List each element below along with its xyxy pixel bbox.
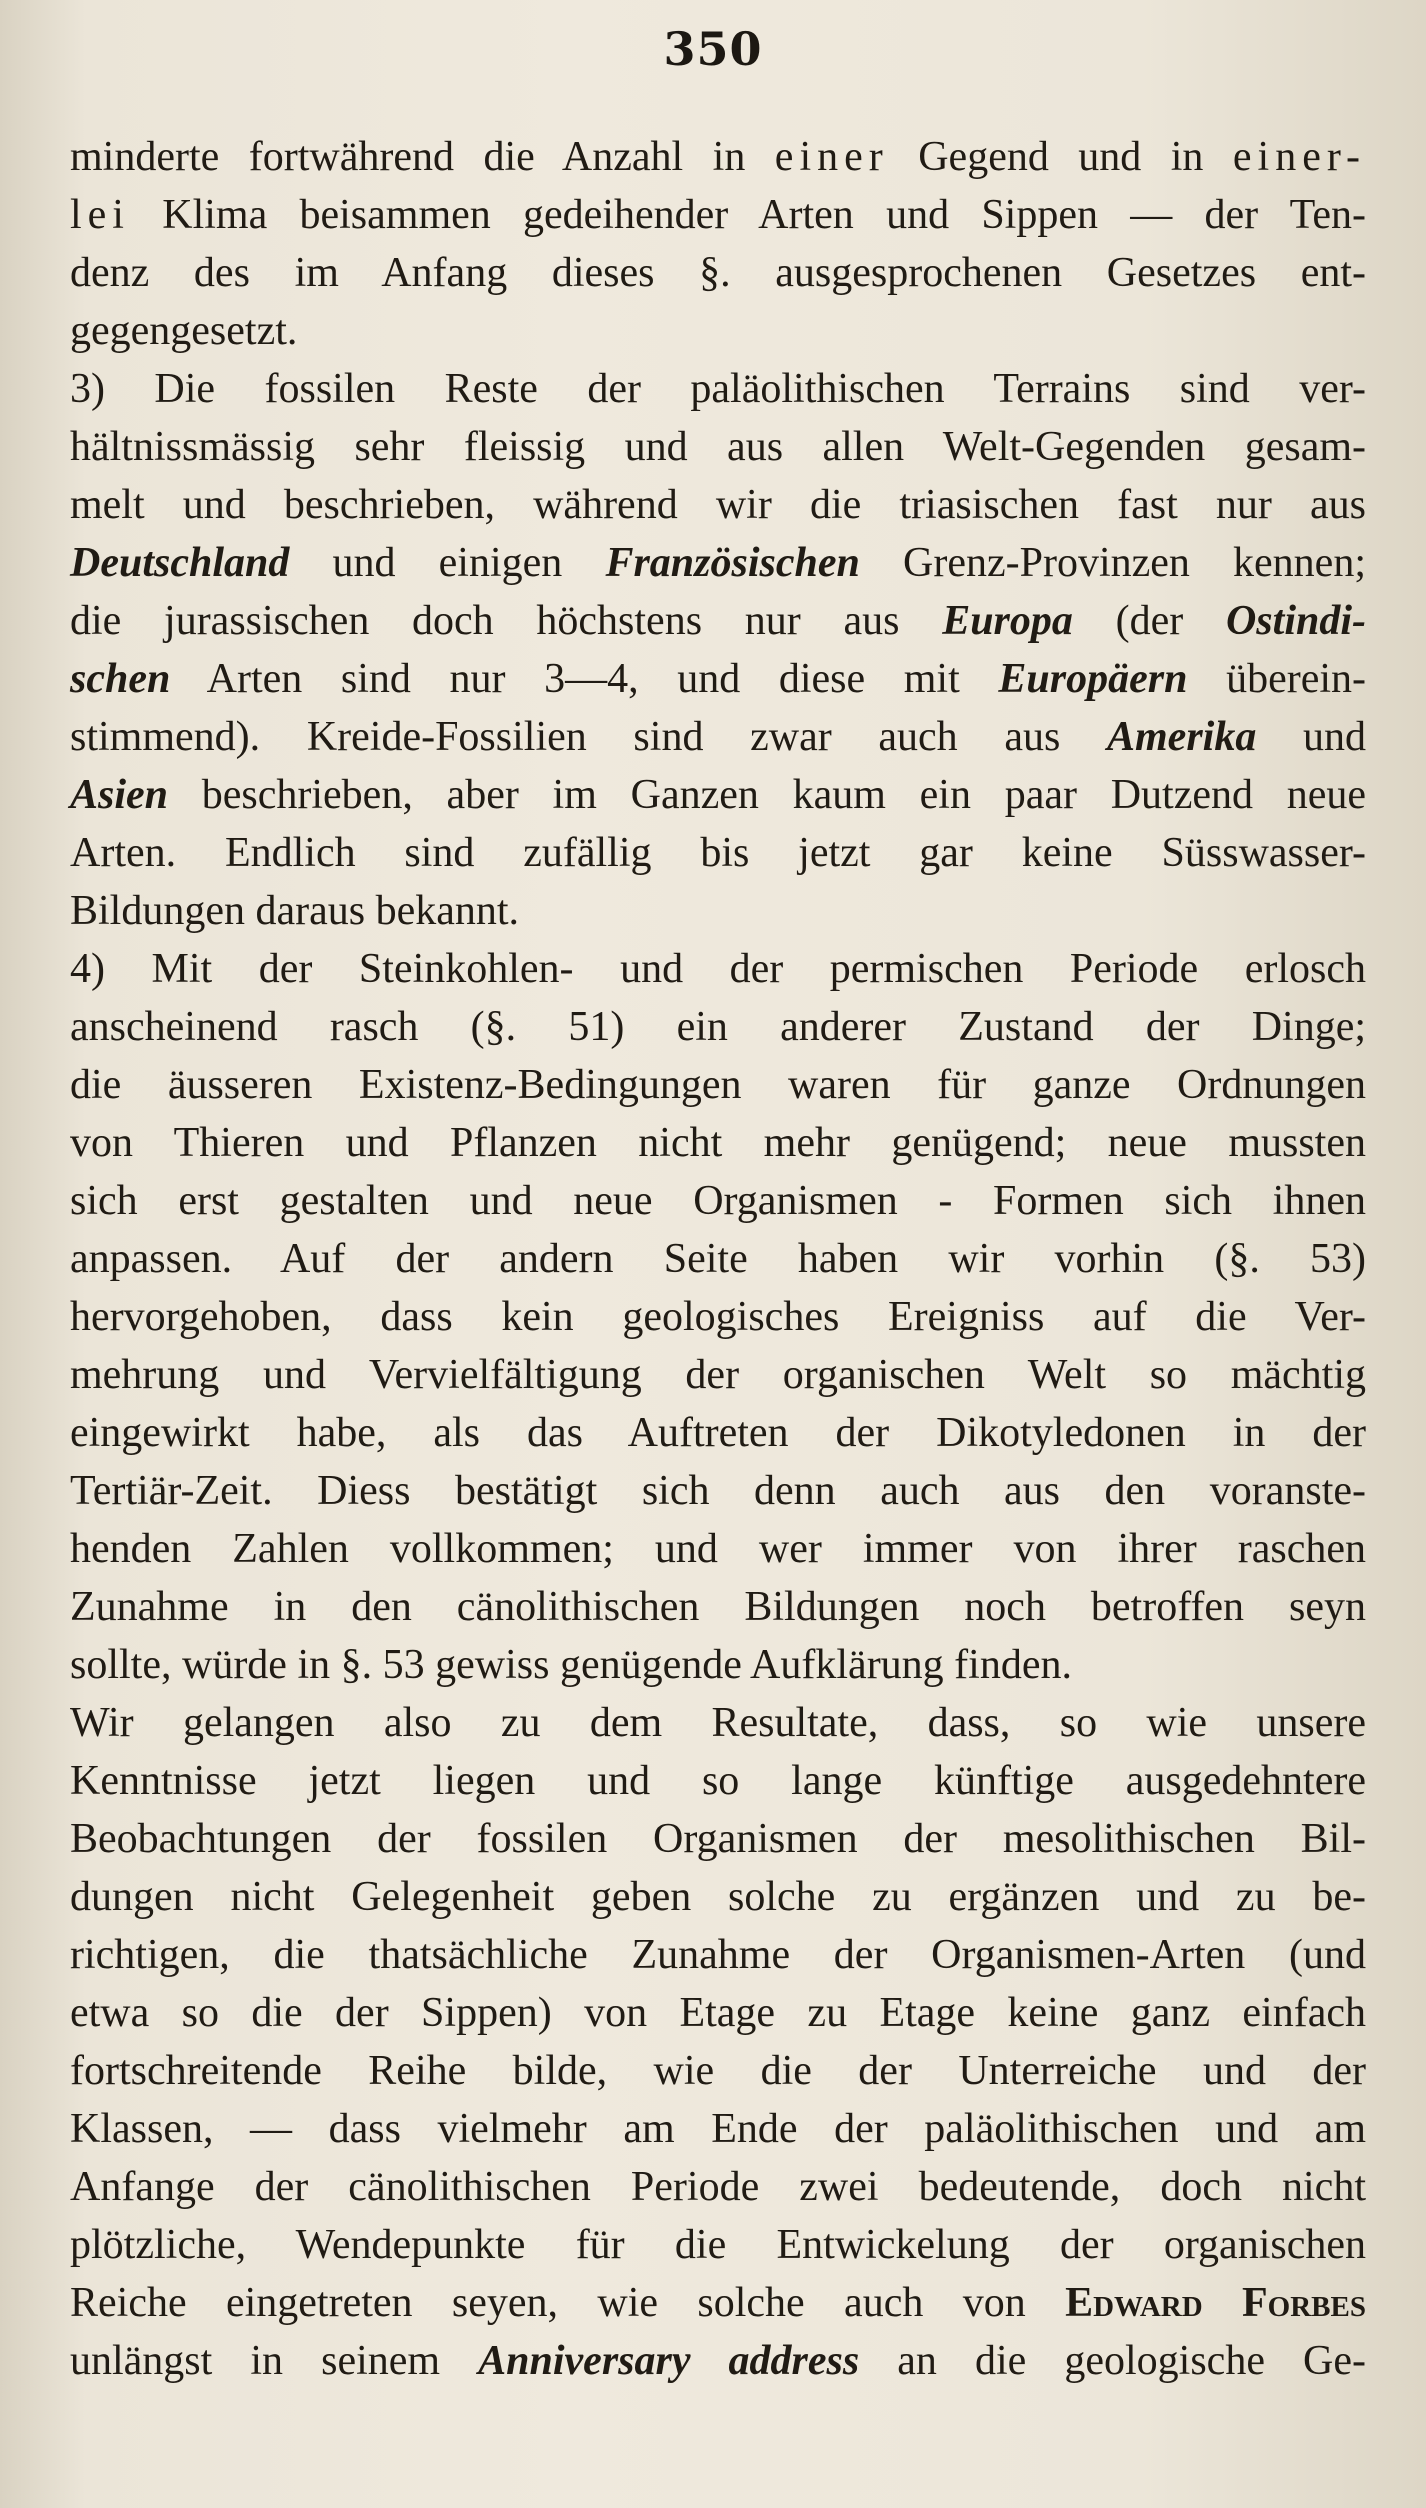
- text-segment: hervorgehoben, dass kein geologisches Ereigniss auf die Ver-: [70, 1294, 1366, 1340]
- page-number: 350: [663, 22, 763, 76]
- text-segment: Edward Forbes: [1065, 2280, 1366, 2326]
- text-segment: an die geologische Ge-: [859, 2338, 1366, 2384]
- text-segment: einer-: [1232, 134, 1366, 180]
- text-line: [70, 1288, 1366, 1346]
- text-segment: Klima beisammen gedeihender Arten und Sippen — der Ten-: [129, 192, 1366, 238]
- text-segment: melt und beschrieben, während wir die triasischen fast nur aus: [70, 482, 1366, 528]
- text-segment: stimmend). Kreide-Fossilien sind zwar auch aus: [70, 714, 1107, 760]
- text-line: [70, 1404, 1366, 1462]
- text-line: [70, 1752, 1366, 1810]
- text-segment: Anniversary address: [478, 2338, 860, 2384]
- text-segment: denz des im Anfang dieses §. ausgesprochenen Gesetzes ent-: [70, 250, 1366, 296]
- text-segment: fortschreitende Reihe bilde, wie die der Unterreiche und der: [70, 2048, 1366, 2094]
- text-line: [70, 186, 1366, 244]
- text-line: [70, 592, 1366, 650]
- text-segment: anscheinend rasch (§. 51) ein anderer Zustand der Dinge;: [70, 1004, 1366, 1050]
- text-segment: Deutschland: [70, 540, 290, 586]
- text-line: [70, 1230, 1366, 1288]
- text-segment: Arten sind nur 3—4, und diese mit: [170, 656, 999, 702]
- text-line: [70, 940, 1366, 998]
- text-segment: Arten. Endlich sind zufällig bis jetzt gar keine Süsswasser-: [70, 830, 1366, 876]
- text-segment: Gegend und in: [888, 134, 1233, 180]
- text-segment: etwa so die der Sippen) von Etage zu Etage keine ganz einfach: [70, 1990, 1366, 2036]
- text-line: [70, 1520, 1366, 1578]
- text-segment: anpassen. Auf der andern Seite haben wir vorhin (§. 53): [70, 1236, 1366, 1282]
- text-line: [70, 708, 1366, 766]
- text-line: [70, 1694, 1366, 1752]
- text-segment: Wir gelangen also zu dem Resultate, dass, so wie unsere: [70, 1700, 1366, 1746]
- text-line: [70, 1114, 1366, 1172]
- text-line: [70, 882, 1366, 940]
- text-line: [70, 2216, 1366, 2274]
- text-line: [70, 302, 1366, 360]
- text-segment: eingewirkt habe, als das Auftreten der Dikotyledonen in der: [70, 1410, 1366, 1456]
- text-segment: die jurassischen doch höchstens nur aus: [70, 598, 943, 644]
- text-segment: 3) Die fossilen Reste der paläolithischen Terrains sind ver-: [70, 366, 1366, 412]
- text-segment: Europa: [942, 598, 1073, 644]
- text-segment: von Thieren und Pflanzen nicht mehr genügend; neue mussten: [70, 1120, 1366, 1166]
- text-line: [70, 418, 1366, 476]
- text-line: [70, 824, 1366, 882]
- text-line: [70, 1462, 1366, 1520]
- text-segment: dungen nicht Gelegenheit geben solche zu ergänzen und zu be-: [70, 1874, 1366, 1920]
- text-segment: minderte fortwährend die Anzahl in: [70, 134, 775, 180]
- text-segment: Amerika: [1107, 714, 1257, 760]
- text-line: [70, 1578, 1366, 1636]
- text-segment: 4) Mit der Steinkohlen- und der permischen Periode erlosch: [70, 946, 1366, 992]
- text-line: [70, 1926, 1366, 1984]
- text-line: [70, 650, 1366, 708]
- body-text: [70, 128, 1366, 2390]
- text-segment: gegengesetzt.: [70, 308, 298, 354]
- text-segment: Anfange der cänolithischen Periode zwei bedeutende, doch nicht: [70, 2164, 1366, 2210]
- text-line: [70, 360, 1366, 418]
- text-segment: einer: [774, 134, 889, 180]
- text-segment: Bildungen daraus bekannt.: [70, 888, 520, 934]
- text-line: [70, 1056, 1366, 1114]
- text-segment: Beobachtungen der fossilen Organismen der mesolithischen Bil-: [70, 1816, 1366, 1862]
- text-segment: beschrieben, aber im Ganzen kaum ein paar Dutzend neue: [168, 772, 1366, 818]
- text-segment: und einigen: [289, 540, 606, 586]
- text-line: [70, 2274, 1366, 2332]
- text-segment: (der: [1072, 598, 1226, 644]
- text-segment: Grenz-Provinzen kennen;: [859, 540, 1366, 586]
- text-segment: plötzliche, Wendepunkte für die Entwickelung der organischen: [70, 2222, 1366, 2268]
- text-line: [70, 1984, 1366, 2042]
- text-line: [70, 2158, 1366, 2216]
- text-segment: Tertiär-Zeit. Diess bestätigt sich denn auch aus den voranste-: [70, 1468, 1366, 1514]
- text-line: [70, 534, 1366, 592]
- text-line: [70, 1868, 1366, 1926]
- text-line: [70, 766, 1366, 824]
- text-line: [70, 244, 1366, 302]
- text-segment: Kenntnisse jetzt liegen und so lange künftige ausgedehntere: [70, 1758, 1366, 1804]
- text-line: [70, 476, 1366, 534]
- text-segment: Reiche eingetreten seyen, wie solche auch von: [70, 2280, 1066, 2326]
- text-line: [70, 1810, 1366, 1868]
- text-line: [70, 1346, 1366, 1404]
- text-segment: Europäern: [998, 656, 1188, 702]
- text-segment: henden Zahlen vollkommen; und wer immer von ihrer raschen: [70, 1526, 1366, 1572]
- text-line: [70, 2100, 1366, 2158]
- text-segment: Französischen: [605, 540, 860, 586]
- text-segment: sollte, würde in §. 53 gewiss genügende Aufklärung finden.: [70, 1642, 1072, 1688]
- text-segment: Zunahme in den cänolithischen Bildungen noch betroffen seyn: [70, 1584, 1366, 1630]
- text-segment: überein-: [1187, 656, 1366, 702]
- text-segment: Asien: [70, 772, 169, 818]
- text-segment: hältnissmässig sehr fleissig und aus allen Welt-Gegenden gesam-: [70, 424, 1366, 470]
- text-segment: richtigen, die thatsächliche Zunahme der Organismen-Arten (und: [70, 1932, 1366, 1978]
- text-segment: sich erst gestalten und neue Organismen - Formen sich ihnen: [70, 1178, 1366, 1224]
- text-line: [70, 2042, 1366, 2100]
- text-line: [70, 2332, 1366, 2390]
- text-segment: Ostindi-: [1225, 598, 1366, 644]
- text-line: [70, 1172, 1366, 1230]
- text-segment: schen: [70, 656, 171, 702]
- text-line: [70, 1636, 1366, 1694]
- text-segment: und: [1256, 714, 1367, 760]
- text-line: [70, 128, 1366, 186]
- text-segment: Klassen, — dass vielmehr am Ende der paläolithischen und am: [70, 2106, 1366, 2152]
- text-segment: unlängst in seinem: [70, 2338, 479, 2384]
- text-line: [70, 998, 1366, 1056]
- text-segment: mehrung und Vervielfältigung der organischen Welt so mächtig: [70, 1352, 1366, 1398]
- text-segment: lei: [70, 192, 130, 238]
- text-segment: die äusseren Existenz-Bedingungen waren für ganze Ordnungen: [70, 1062, 1366, 1108]
